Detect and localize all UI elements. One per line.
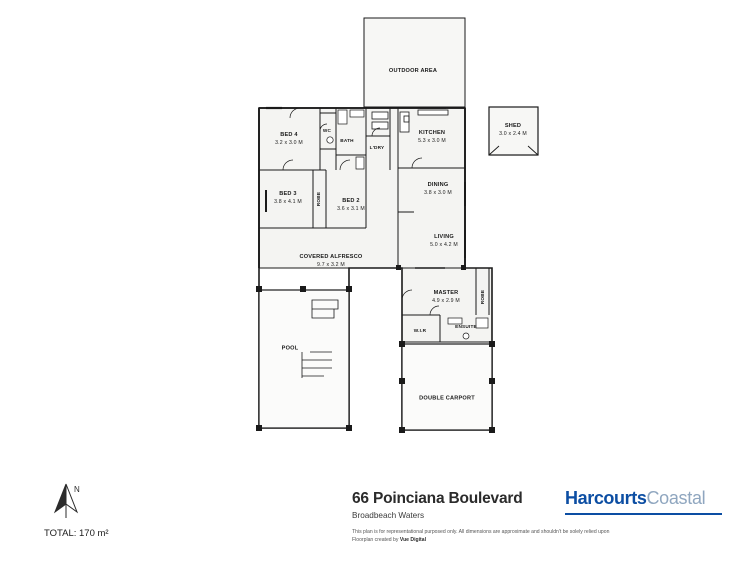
room-name: BATH — [340, 138, 354, 144]
pool-outline — [259, 290, 349, 428]
room-name: W.I.R — [413, 328, 427, 334]
brand-name-secondary: Coastal — [646, 488, 706, 508]
disclaimer-line-1: This plan is for representational purposed only. All dimensions are approximate and shouldn't be solely relied upon — [352, 529, 610, 535]
room-dimension: 3.8 x 4.1 M — [274, 198, 302, 205]
suburb-label: Broadbeach Waters — [352, 511, 425, 520]
room-name: DINING — [427, 181, 449, 188]
disclaimer-line-2-prefix: Floorplan created by — [352, 536, 400, 543]
plan-geometry — [256, 18, 538, 433]
room-name: SHED — [504, 122, 522, 129]
room-dimension: 4.9 x 2.9 M — [432, 297, 460, 304]
north-compass-icon — [44, 482, 90, 522]
room-name: COVERED ALFRESCO — [299, 253, 363, 260]
room-dimension: 5.0 x 4.2 M — [430, 241, 458, 248]
brand-underline — [565, 513, 722, 515]
vue-digital-credit: Vue Digital — [399, 536, 426, 543]
room-dimension: 5.3 x 3.0 M — [418, 137, 446, 144]
room-name: BED 4 — [280, 131, 298, 138]
room-name: OUTDOOR AREA — [388, 68, 438, 75]
address-block — [352, 490, 582, 520]
room-name: ROBE — [480, 289, 486, 305]
brand-logo — [565, 488, 705, 509]
footer — [0, 472, 750, 562]
brand-name-primary: Harcourts — [565, 488, 647, 508]
room-name: BED 2 — [342, 197, 360, 204]
outdoor-area-outline — [364, 18, 465, 107]
room-name: LIVING — [434, 233, 454, 240]
room-name: DOUBLE CARPORT — [419, 395, 475, 402]
room-dimension: 9.7 x 3.2 M — [317, 261, 345, 268]
room-dimension: 3.2 x 3.0 M — [275, 139, 303, 146]
room-name: BED 3 — [279, 190, 297, 197]
room-name: MASTER — [433, 289, 459, 296]
room-dimension: 3.6 x 3.1 M — [337, 205, 365, 212]
room-name: KITCHEN — [418, 129, 446, 136]
room-name: L'DRY — [369, 145, 385, 151]
total-area-label: TOTAL: 170 m² — [44, 528, 109, 539]
north-letter: N — [74, 485, 80, 494]
room-name: WC — [322, 128, 332, 134]
room-dimension: 3.0 x 2.4 M — [499, 130, 527, 137]
carport-outline — [402, 344, 492, 430]
disclaimer — [352, 529, 712, 545]
room-name: POOL — [281, 345, 299, 352]
room-name: ROBE — [316, 191, 322, 207]
room-name: ENSUITE — [455, 324, 477, 330]
shed-outline — [489, 107, 538, 155]
page-title: 66 Poinciana Boulevard — [352, 490, 523, 507]
room-dimension: 3.8 x 3.0 M — [424, 189, 452, 196]
